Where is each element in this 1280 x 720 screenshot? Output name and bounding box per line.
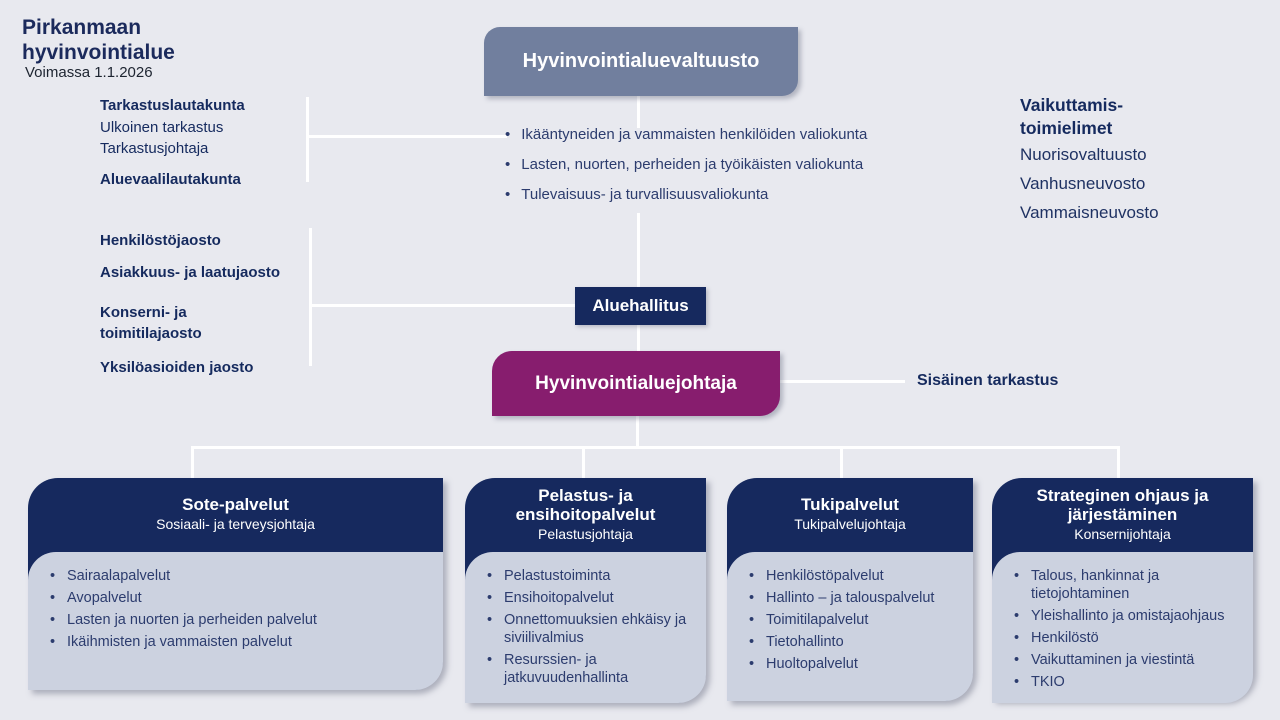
card-item: • Tietohallinto [749, 633, 965, 651]
card-body [28, 552, 443, 690]
committee-item [505, 125, 870, 144]
card-item: • Sairaalapalvelut [50, 567, 435, 585]
card-item: • Ikäihmisten ja vammaisten palvelut [50, 633, 435, 651]
card-subtitle: Tukipalvelujohtaja [794, 516, 906, 532]
connector-sections-horizontal [309, 304, 577, 307]
committee-item [505, 155, 870, 174]
influence-item-vammaisneuvosto: Vammaisneuvosto [1020, 203, 1159, 222]
logo [22, 15, 175, 65]
card-sote-palvelut [28, 478, 443, 690]
box-hyvinvointialuevaltuusto-label: Hyvinvointialuevaltuusto [522, 50, 760, 72]
connector-sisainen [779, 380, 905, 383]
card-item: • Pelastustoiminta [487, 567, 698, 585]
connector-audit-vertical [306, 97, 309, 182]
card-item: • Ensihoitopalvelut [487, 589, 698, 607]
card-item: • Avopalvelut [50, 589, 435, 607]
connector-audit-horizontal [306, 135, 507, 138]
connector-sections-vertical [309, 228, 312, 366]
card-header [465, 478, 706, 552]
card-item: • TKIO [1014, 673, 1245, 691]
card-header [992, 478, 1253, 552]
section-yksiloasioiden: Yksilöasioiden jaosto [100, 359, 254, 376]
validity-date: Voimassa 1.1.2026 [25, 64, 153, 81]
section-asiakkuus-laatu: Asiakkuus- ja laatujaosto [100, 264, 281, 281]
box-aluehallitus [575, 287, 706, 325]
influence-bodies-title [1020, 94, 1123, 140]
card-body [465, 552, 706, 703]
box-hyvinvointialuejohtaja-label: Hyvinvointialuejohtaja [535, 372, 737, 394]
card-tukipalvelut [727, 478, 973, 701]
card-title: Sote-palvelut [182, 495, 289, 514]
card-title: Tukipalvelut [801, 495, 899, 514]
card-item: • Resurssien- ja jatkuvuudenhallinta [487, 651, 698, 687]
connector-hallitus-johtaja [637, 325, 640, 352]
committee-label: Ikääntyneiden ja vammaisten henkilöiden valiokunta [521, 126, 868, 143]
internal-audit-label: Sisäinen tarkastus [917, 372, 1059, 389]
card-item: • Vaikuttaminen ja viestintä [1014, 651, 1245, 669]
card-subtitle: Pelastusjohtaja [538, 525, 633, 542]
card-item-list [1014, 567, 1245, 691]
card-item-list [50, 567, 435, 651]
connector-drop-3 [840, 446, 843, 479]
card-item: • Toimitilapalvelut [749, 611, 965, 629]
connector-trunk-top [637, 96, 640, 128]
card-body [992, 552, 1253, 703]
card-item-list [487, 567, 698, 687]
connector-trunk-mid [637, 213, 640, 288]
card-subtitle: Konsernijohtaja [1074, 525, 1171, 542]
box-aluehallitus-label: Aluehallitus [592, 296, 689, 315]
connector-distributor [191, 446, 1120, 449]
card-item: • Lasten ja nuorten ja perheiden palvelut [50, 611, 435, 629]
committee-label: Lasten, nuorten, perheiden ja työikäisten valiokunta [521, 156, 864, 173]
card-body [727, 552, 973, 701]
audit-item-ulkoinen-tarkastus: Ulkoinen tarkastus [100, 119, 224, 136]
bullet-icon: • [505, 156, 511, 173]
card-item: • Huoltopalvelut [749, 655, 965, 673]
influence-item-nuorisovaltuusto: Nuorisovaltuusto [1020, 145, 1147, 164]
influence-title-line1: Vaikuttamis- [1020, 95, 1124, 115]
card-strateginen-ohjaus [992, 478, 1253, 700]
connector-johtaja-down [636, 416, 639, 448]
influence-item-vanhusneuvosto: Vanhusneuvosto [1020, 174, 1146, 193]
card-title: Strateginen ohjaus ja järjestäminen [1036, 485, 1209, 524]
card-item-list [749, 567, 965, 673]
card-header [727, 478, 973, 552]
card-item: • Onnettomuuksien ehkäisy ja siviilivalmius [487, 611, 698, 647]
committee-label: Tulevaisuus- ja turvallisuusvaliokunta [521, 186, 769, 203]
card-header [28, 478, 443, 552]
connector-drop-1 [191, 446, 194, 479]
card-item: • Henkilöstö [1014, 629, 1245, 647]
connector-drop-4 [1117, 446, 1120, 479]
section-konserni-toimitila: Konserni- ja toimitilajaosto [100, 304, 202, 342]
card-title: Pelastus- ja ensihoitopalvelut [515, 485, 656, 524]
card-subtitle: Sosiaali- ja terveysjohtaja [156, 516, 315, 532]
section-henkilostojaosto: Henkilöstöjaosto [100, 232, 221, 249]
card-item: • Henkilöstöpalvelut [749, 567, 965, 585]
connector-drop-2 [582, 446, 585, 479]
card-pelastus-ensihoito [465, 478, 706, 703]
audit-item-tarkastusjohtaja: Tarkastusjohtaja [100, 140, 209, 157]
logo-line2: hyvinvointialue [22, 41, 175, 64]
box-hyvinvointialuevaltuusto [484, 27, 798, 96]
influence-title-line2: toimielimet [1020, 118, 1113, 138]
logo-line1: Pirkanmaan [22, 16, 142, 39]
bullet-icon: • [505, 186, 511, 203]
committee-list [505, 125, 870, 215]
card-item: • Hallinto – ja talouspalvelut [749, 589, 965, 607]
audit-item-tarkastuslautakunta: Tarkastuslautakunta [100, 97, 245, 114]
card-item: • Yleishallinto ja omistajaohjaus [1014, 607, 1245, 625]
card-item: • Talous, hankinnat ja tietojohtaminen [1014, 567, 1245, 603]
audit-item-aluevaalilautakunta: Aluevaalilautakunta [100, 171, 241, 188]
bullet-icon: • [505, 126, 511, 143]
box-hyvinvointialuejohtaja [492, 351, 780, 416]
committee-item [505, 185, 870, 204]
